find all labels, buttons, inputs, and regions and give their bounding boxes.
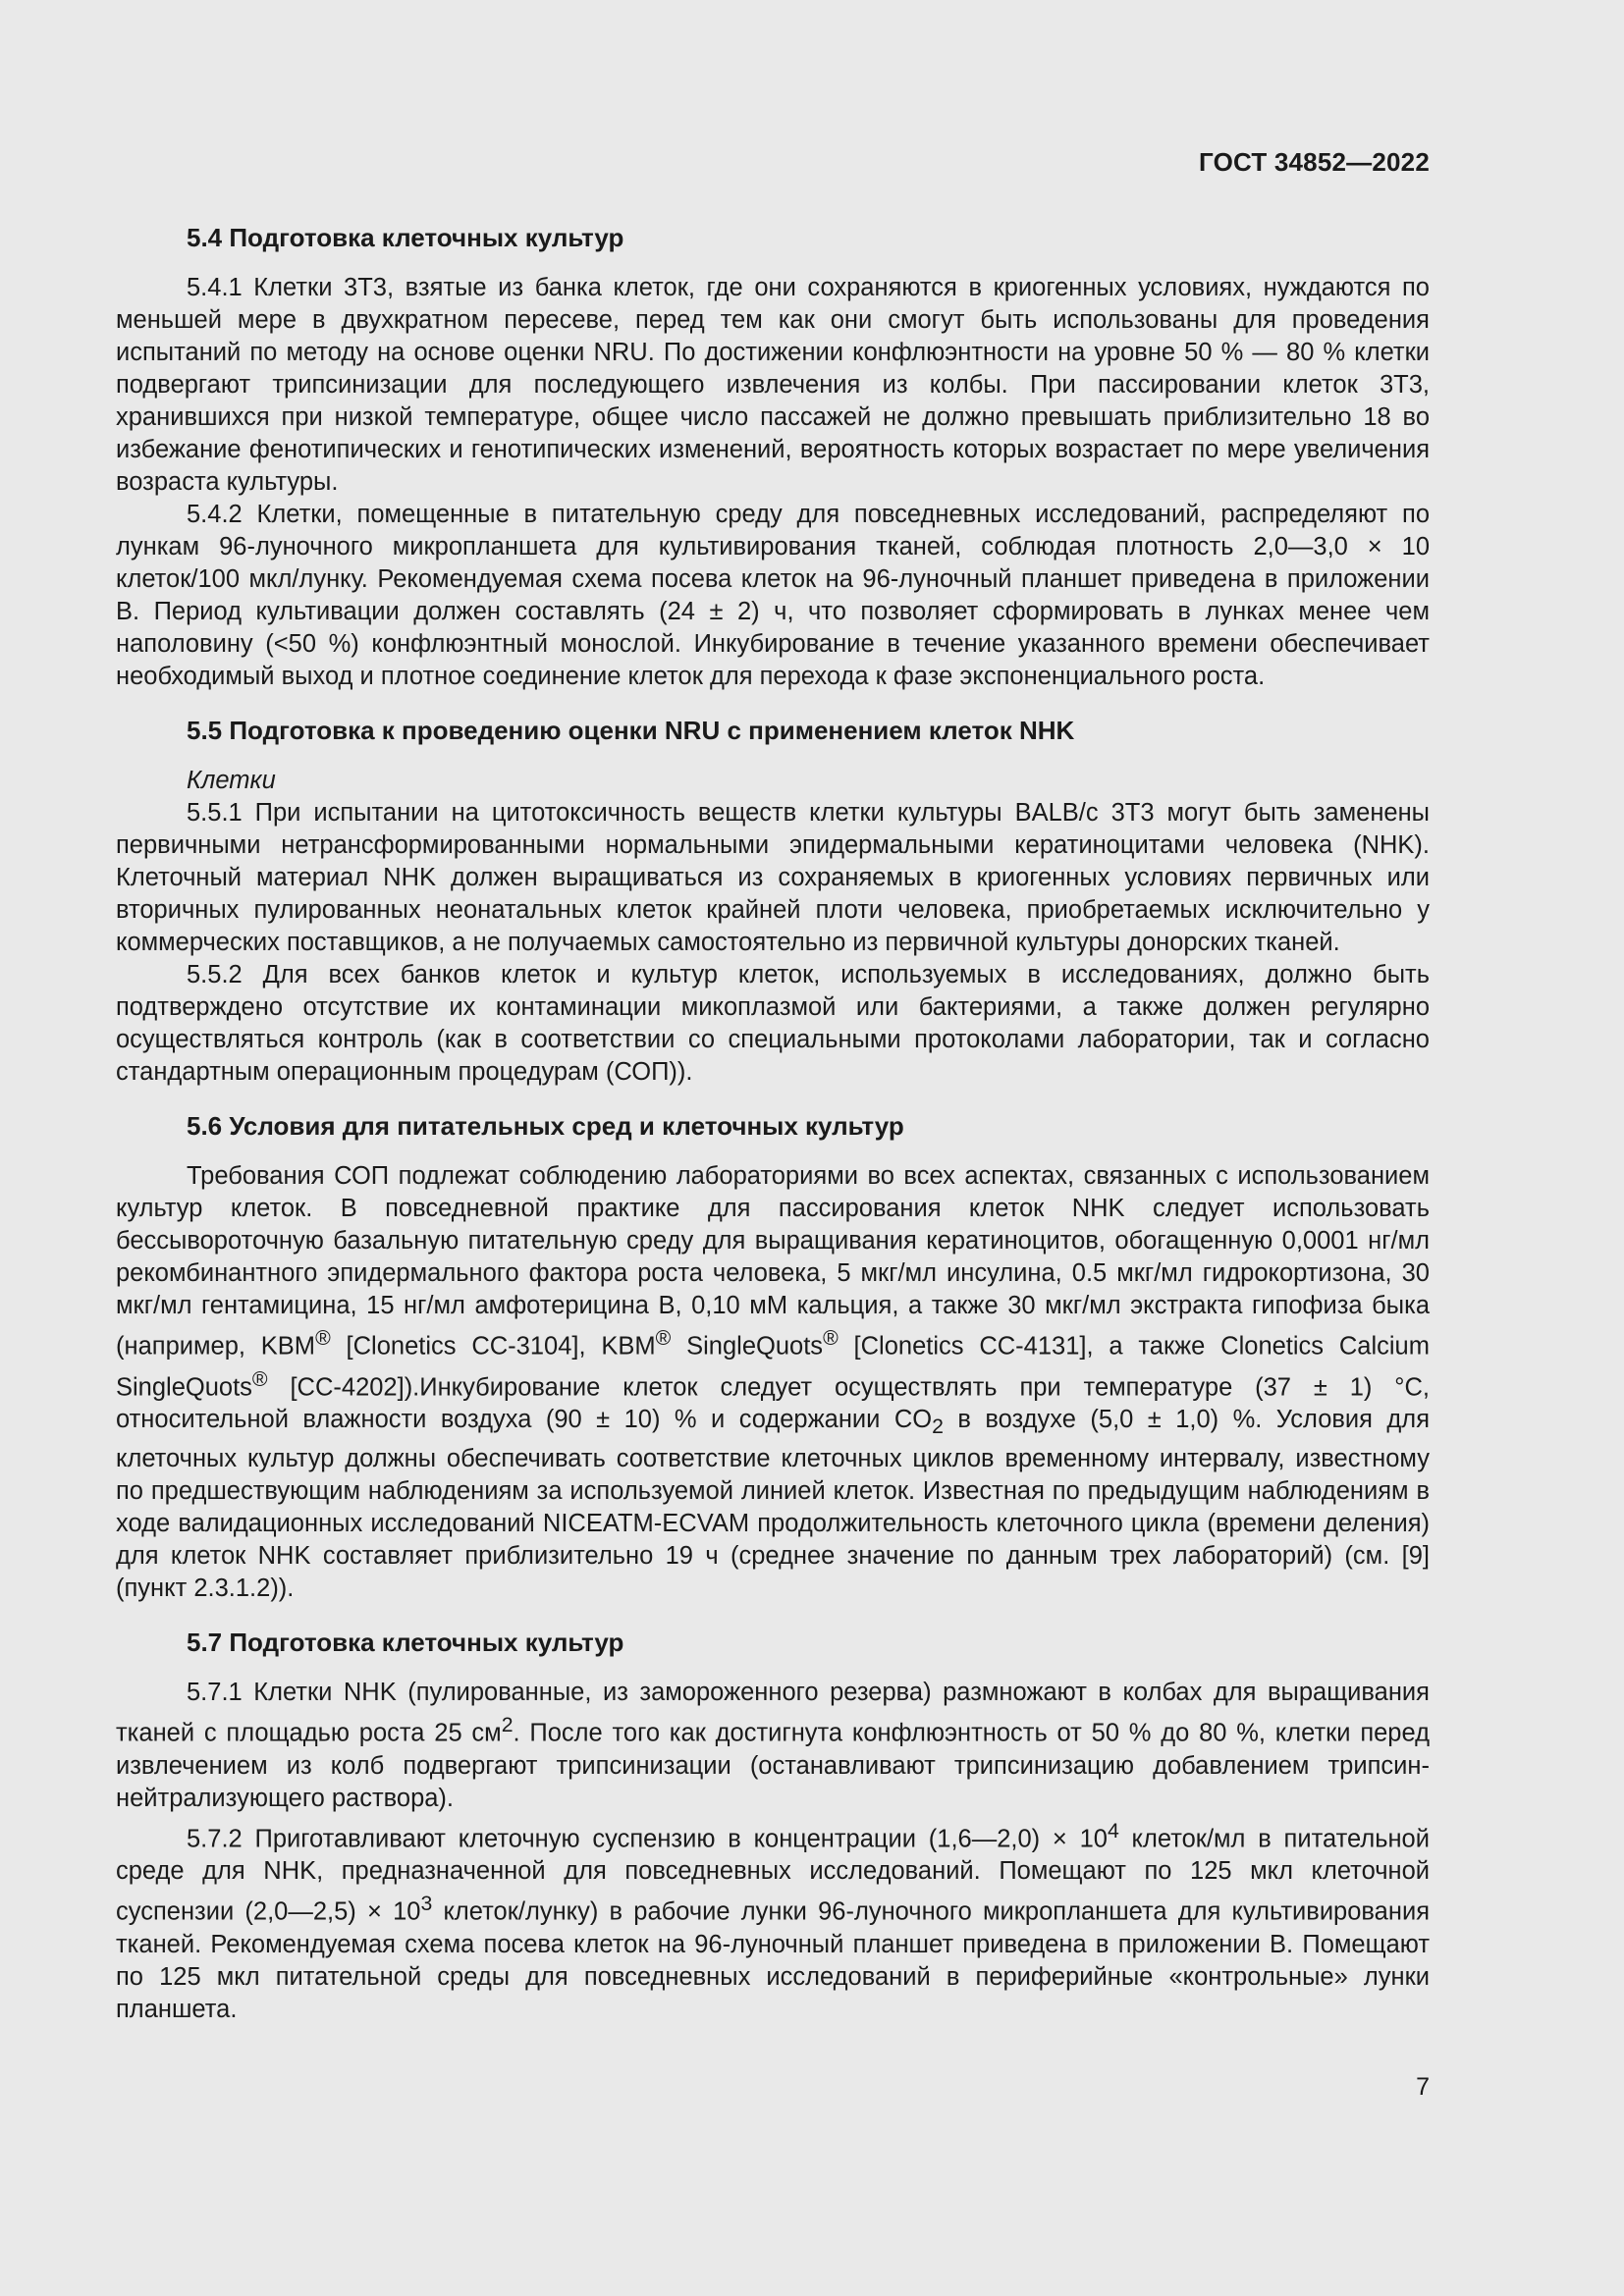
section-5-6-heading: 5.6 Условия для питательных сред и клеточных культур <box>187 1111 904 1141</box>
registered-mark: ® <box>655 1326 672 1350</box>
superscript-2: 2 <box>501 1713 514 1737</box>
subsection-cells-label: Клетки <box>187 767 276 794</box>
standard-header: ГОСТ 34852—2022 <box>1199 147 1430 177</box>
paragraph-5-5-2: 5.5.2 Для всех банков клеток и культур клеток, используемых в исследованиях, должно быть подтверждено отсутствие их контаминации микоплазмой или бактериями, а также должен регулярно осуществляться контроль (как в соответствии со специальными протоколами лаборатории, так и согласно стандартным операционным процедурам (СОП)). <box>116 961 1430 1086</box>
paragraph-5-5-1: 5.5.1 При испытании на цитотоксичность веществ клетки культуры BALB/c 3T3 могут быть заменены первичными нетрансформированными нормальными эпидермальными кератиноцитами человека (NHK). Клеточный материал NHK должен выращиваться из сохраняемых в криогенных условиях первичных или вторичных пулированных неонатальных клеток крайней плоти человека, приобретаемых исключительно у коммерческих поставщиков, а не получаемых самостоятельно из первичной культуры донорских тканей. <box>116 799 1430 956</box>
paragraph-5-4-2: 5.4.2 Клетки, помещенные в питательную среду для повседневных исследований, распределяют по лункам 96-луночного микропланшета для культивирования тканей, соблюдая плотность 2,0—3,0 × 10 клеток/100 мкл/лунку. Рекомендуемая схема посева клеток на 96-луночный планшет приведена в приложении В. Период культивации должен составлять (24 ± 2) ч, что позволяет сформировать в лунках менее чем наполовину (<50 %) конфлюэнтный монослой. Инкубирование в течение указанного времени обеспечивает необходимый выход и плотное соединение клеток для перехода к фазе экспоненциального роста. <box>116 501 1430 690</box>
registered-mark: ® <box>315 1326 331 1350</box>
superscript-4: 4 <box>1107 1818 1119 1842</box>
document-body <box>116 222 1430 2026</box>
registered-mark: ® <box>251 1366 268 1391</box>
co2-subscript: 2 <box>932 1415 944 1439</box>
section-5-5-heading: 5.5 Подготовка к проведению оценки NRU с применением клеток NHK <box>187 716 1075 745</box>
paragraph-5-6: Требования СОП подлежат соблюдению лабораториями во всех аспектах, связанных с использованием культур клеток. В повседневной практике для пассирования клеток NHK следует использовать бессывороточную базальную питательную среду для выращивания кератиноцитов, обогащенную 0,0001 нг/мл рекомбинантного эпидермального фактора роста человека, 5 мкг/мл инсулина, 0.5 мкг/мл гидрокортизона, 30 мкг/мл гентамицина, 15 нг/мл амфотерицина В, 0,10 мМ кальция, а также 30 мкг/мл экстракта гипофиза быка (например, KBM® [Clonetics CC-3104], KBM® SingleQuots® [Clonetics CC-4131], а также Clonetics Calcium SingleQuots® [CC-4202]).Инкубирование клеток следует осуществлять при температуре (37 ± 1) °С, относительной влажности воздуха (90 ± 10) % и содержании $CO_2$ в воздухе (5,0 ± 1,0) %. Условия для клеточных культур должны обеспечивать соответствие клеточных циклов временному интервалу, известному по предшествующим наблюдениям за используемой линией клеток. Известная по предыдущим наблюдениям в ходе валидационных исследований NICEATM-ECVAM продолжительность клеточного цикла (времени деления) для клеток NHK составляет приблизительно 19 ч (среднее значение по данным трех лабораторий) (см. [9] (пункт 2.3.1.2)). <box>116 1162 1430 1603</box>
superscript-3: 3 <box>420 1892 433 1916</box>
page-number: 7 <box>1416 2073 1430 2101</box>
section-5-4-heading: 5.4 Подготовка клеточных культур <box>187 223 624 252</box>
paragraph-5-7-1: 5.7.1 Клетки NHK (пулированные, из замороженного резерва) размножают в колбах для выращивания тканей с площадью роста 25 $см^2$. После того как достигнута конфлюэнтность от 50 % до 80 %, клетки перед извлечением из колб подвергают трипсинизации (останавливают трипсинизацию добавлением трипсин-нейтрализующего раствора). <box>116 1679 1430 1812</box>
section-5-7-heading: 5.7 Подготовка клеточных культур <box>187 1628 624 1658</box>
paragraph-5-7-2: 5.7.2 Приготавливают клеточную суспензию в концентрации (1,6—2,0) × $10^4$ клеток/мл в питательной среде для NHK, предназначенной для повседневных исследований. Помещают по 125 мкл клеточной суспензии (2,0—2,5) × $10^3$ клеток/лунку) в рабочие лунки 96-луночного микропланшета для культивирования тканей. Рекомендуемая схема посева клеток на 96-луночный планшет приведена в приложении В. Помещают по 125 мкл питательной среды для повседневных исследований в периферийные «контрольные» лунки планшета. <box>116 1818 1430 2023</box>
registered-mark: ® <box>823 1326 839 1350</box>
paragraph-5-4-1: 5.4.1 Клетки 3Т3, взятые из банка клеток, где они сохраняются в криогенных условиях, нуждаются по меньшей мере в двухкратном пересеве, перед тем как они смогут быть использованы для проведения испытаний по методу на основе оценки NRU. По достижении конфлюэнтности на уровне 50 % — 80 % клетки подвергают трипсинизации для последующего извлечения из колбы. При пассировании клеток 3Т3, хранившихся при низкой температуре, общее число пассажей не должно превышать приблизительно 18 во избежание фенотипических и генотипических изменений, вероятность которых возрастает по мере увеличения возраста культуры. <box>116 274 1430 496</box>
